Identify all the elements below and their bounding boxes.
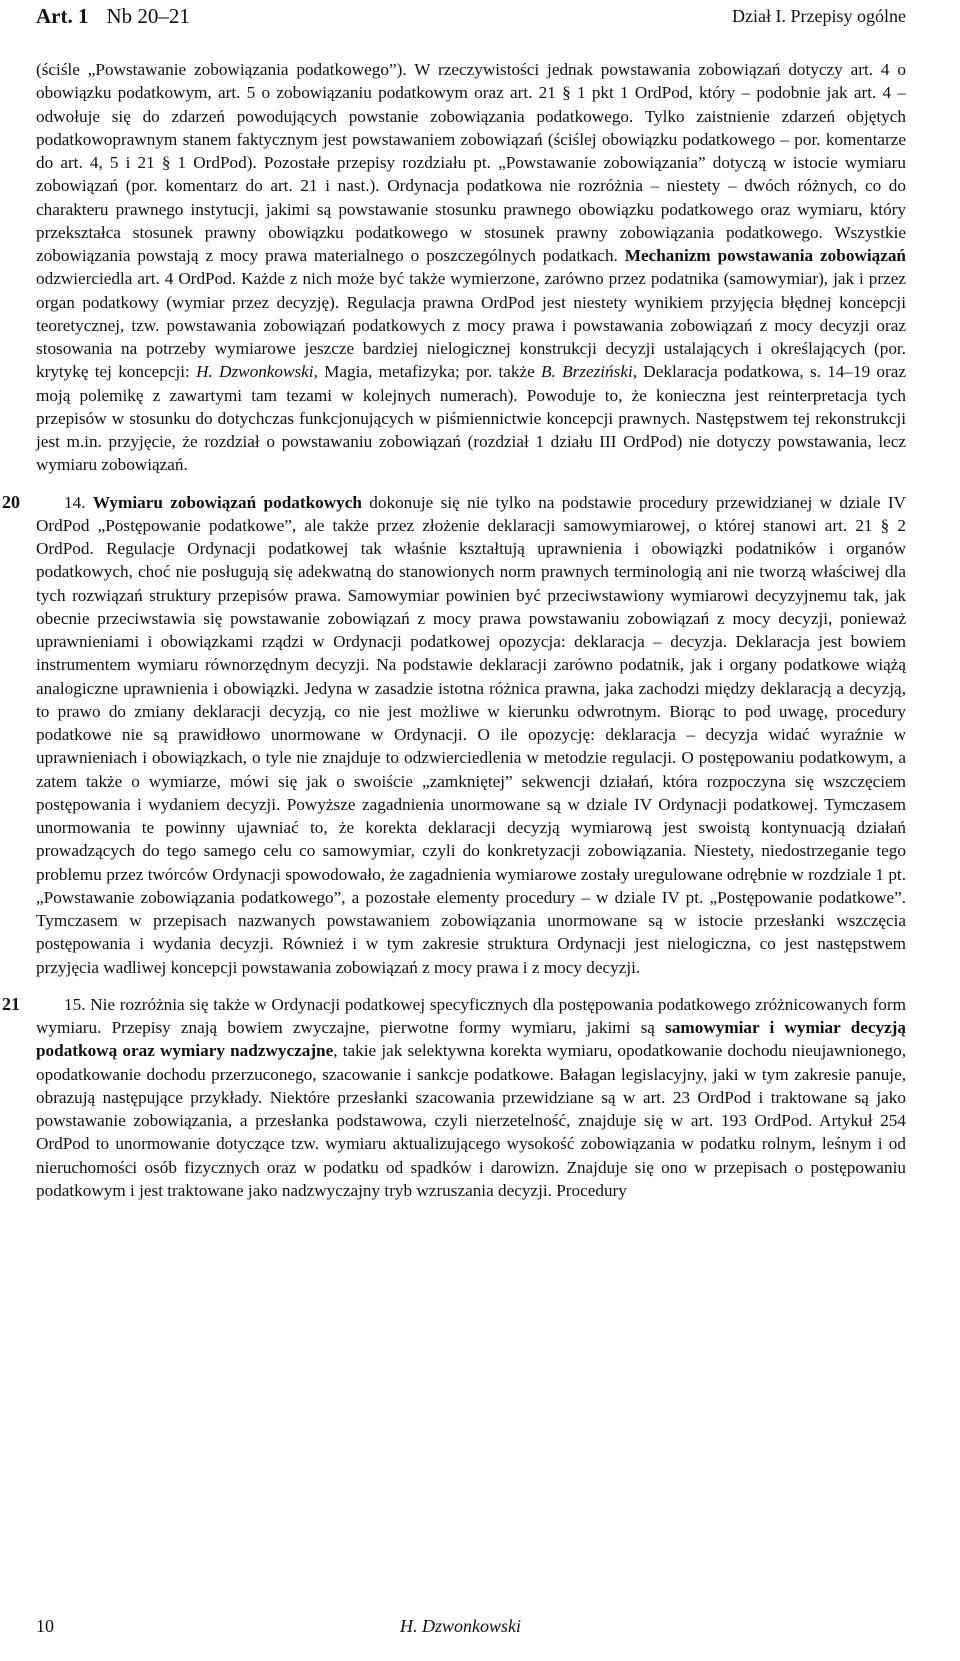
italic-author: B. Brzeziński (541, 362, 633, 382)
bold-phrase: Mechanizm powstawania zobowiązań (624, 246, 906, 265)
page-number: 10 (36, 1616, 54, 1636)
italic-author: H. Dzwonkowski (196, 362, 314, 382)
paragraph-14 (36, 491, 906, 979)
header-left (36, 4, 190, 29)
header-section: Dział I. Przepisy ogólne (732, 6, 906, 26)
footer-author: H. Dzwonkowski (400, 1616, 521, 1636)
margin-number-20: 20 (2, 492, 20, 512)
header-article: Art. 1 (36, 4, 89, 28)
text-run: (ściśle „Powstawanie zobowiązania podatkowego”). W rzeczywistości jednak powstawania zobowiązań dotyczy art. 4 o obowiązku podatkowym, art. 5 o zobowiązaniu podatkowym oraz art. 21 § 1 pkt 1 OrdPod, który – podobnie jak art. 4 – odwołuje się do zdarzeń powodujących powstanie zobowiązania podatkowego. Tylko zaistnienie zdarzeń objętych podatkowoprawnym stanem faktycznym jest powstawaniem zobowiązań (ściślej obowiązku podatkowego – por. komentarze do art. 4, 5 i 21 § 1 OrdPod). Pozostałe przepisy rozdziału pt. „Powstawanie zobowiązania” dotyczą w istocie wymiaru zobowiązań (por. komentarz do art. 21 i nast.). Ordynacja podatkowa nie rozróżnia – niestety – dwóch różnych, co do charakteru prawnego instytucji, jakimi są powstawanie stosunku prawnego obowiązku podatkowego oraz wymiaru, który przekształca stosunek prawny obowiązku podatkowego w stosunek prawny zobowiązania podatkowego. Wszystkie zobowiązania powstają z mocy prawa materialnego o poszczególnych podatkach. (36, 60, 906, 265)
text-run: , takie jak selektywna korekta wymiaru, opodatkowanie dochodu nieujawnionego, opodatkowanie dochodu przerzuconego, szacowanie i sankcje podatkowe. Bałagan legislacyjny, jaki w tym zakresie panuje, obrazują następujące przykłady. Niektóre przesłanki szacowania przewidziane są w art. 23 OrdPod i traktowane są jako powstawanie zobowiązania, a przesłanka podstawowa, czyli nierzetelność, znajduje się w art. 193 OrdPod. Artykuł 254 OrdPod to unormowanie dotyczące tzw. wymiaru aktualizującego wysokość zobowiązania w podatku rolnym, leśnym i od nieruchomości osób fizycznych oraz w podatku od spadków i darowizn. Znajduje się ono w przepisach o postępowaniu podatkowym i jest traktowane jako nadzwyczajny tryb wzruszania decyzji. Procedury (36, 1041, 907, 1200)
paragraph-15 (36, 993, 906, 1202)
paragraph-continued (36, 58, 906, 477)
margin-number-21: 21 (2, 994, 20, 1014)
bold-phrase: Wymiaru zobowiązań podatkowych (92, 492, 362, 512)
text-run: dokonuje się nie tylko na podstawie procedury przewidzianej w dziale IV OrdPod „Postępowanie podatkowe”, ale także przez złożenie deklaracji samowymiarowej, o której stanowi art. 21 § 2 OrdPod. Regulacje Ordynacji podatkowej tak właśnie kształtują uprawnienia i obowiązki podatników i organów podatkowych, choć nie posługują się adekwatną do stanowionych norm prawnych terminologią ani nie tworzą właściwej dla tych rozwiązań struktury przepisów prawa. Samowymiar powinien być przeciwstawiony wymiarowi decyzyjnemu tak, jak obecnie przeciwstawia się powstawanie zobowiązań z mocy prawa powstawaniu zobowiązań z mocy decyzji, ponieważ uprawnieniami i obowiązkami rządzi w Ordynacji podatkowej opozycja: deklaracja – decyzja. Deklaracja jest bowiem instrumentem wymiaru równorzędnym decyzji. Na podstawie deklaracji zarówno podatnik, jak i organy podatkowe wiążą analogiczne uprawnienia i obowiązki. Jedyna w zasadzie istotna różnica prawna, jaka zachodzi między deklaracją a decyzją, to prawo do zmiany deklaracji decyzją, co nie jest możliwe w kierunku odwrotnym. Biorąc to pod uwagę, procedury podatkowe nie są prawidłowo unormowane w Ordynacji. O ile opozycję: deklaracja – decyzja widać wyraźnie w uprawnieniach i obowiązkach, o tyle nie znajduje to odzwierciedlenia w metodzie regulacji. O postępowaniu podatkowym, a zatem także o wymiarze, mówi się jak o swoiście „zamkniętej” sekwencji działań, która rozpoczyna się wszczęciem postępowania i wydaniem decyzji. Powyższe zagadnienia unormowane są w dziale IV Ordynacji podatkowej. Tymczasem unormowania te powinny ujawniać to, że korekta deklaracji decyzją wymiarową jest swoistą kontynuacją działań prowadzących do tego samego celu co samowymiar, czyli do konkretyzacji zobowiązania. Niestety, niedostrzeganie tego problemu przez twórców Ordynacji spowodowało, że zagadnienia wymiarowe zostały uregulowane odrębnie w rozdziale 1 pt. „Powstawanie zobowiązania podatkowego”, a pozostałe elementy procedury – w dziale IV pt. „Postępowanie podatkowe”. Tymczasem w przepisach nazwanych powstawaniem zobowiązania unormowane są w istocie przesłanki wszczęcia postępowania i wydania decyzji. Również i w tym zakresie struktura Ordynacji jest nielogiczna, co jest następstwem przyjęcia wadliwej koncepcji powstawania zobowiązań z mocy prawa i z mocy decyzji. (36, 492, 906, 977)
text-run: , Magia, metafizyka; por. także (313, 362, 542, 382)
text-run: 14. (64, 492, 93, 512)
running-header (36, 4, 906, 34)
bold-phrase: samowymiar i wymiar decyzją podatkową oraz wymiary nadzwyczajne (36, 1018, 906, 1061)
text-run: odzwierciedla art. 4 OrdPod. Każde z nich może być także wymierzone, zarówno przez podatnika (samowymiar), jak i przez organ podatkowy (wymiar przez decyzję). Regulacja prawna OrdPod jest niestety wynikiem przyjęcia błędnej koncepcji teoretycznej, tzw. powstawania zobowiązań podatkowych z mocy prawa i powstawania zobowiązań z mocy decyzji oraz stosowania na potrzeby wymiarowe jeszcze bardziej nielogicznej konstrukcji decyzji ustalających i określających (por. krytykę tej koncepcji: (36, 269, 906, 382)
page-body (36, 58, 906, 1202)
header-margin-range: Nb 20–21 (106, 4, 190, 28)
text-run: , Deklaracja podatkowa, s. 14–19 oraz moją polemikę z zawartymi tam tezami w kolejnych numerach). Powoduje to, że konieczna jest reinterpretacja tych przepisów w stosunku do dotychczas funkcjonujących w piśmiennictwie koncepcji prawnych. Następstwem tej rekonstrukcji jest m.in. przyjęcie, że rozdział o powstawaniu zobowiązań (rozdział 1 działu III OrdPod) nie dotyczy powstawania, lecz wymiaru zobowiązań. (36, 362, 907, 475)
page-footer (36, 1616, 906, 1646)
text-run: 15. Nie rozróżnia się także w Ordynacji podatkowej specyficznych dla postępowania podatkowego zróżnicowanych form wymiaru. Przepisy znają bowiem zwyczajne, pierwotne formy wymiaru, jakimi są (36, 994, 906, 1037)
